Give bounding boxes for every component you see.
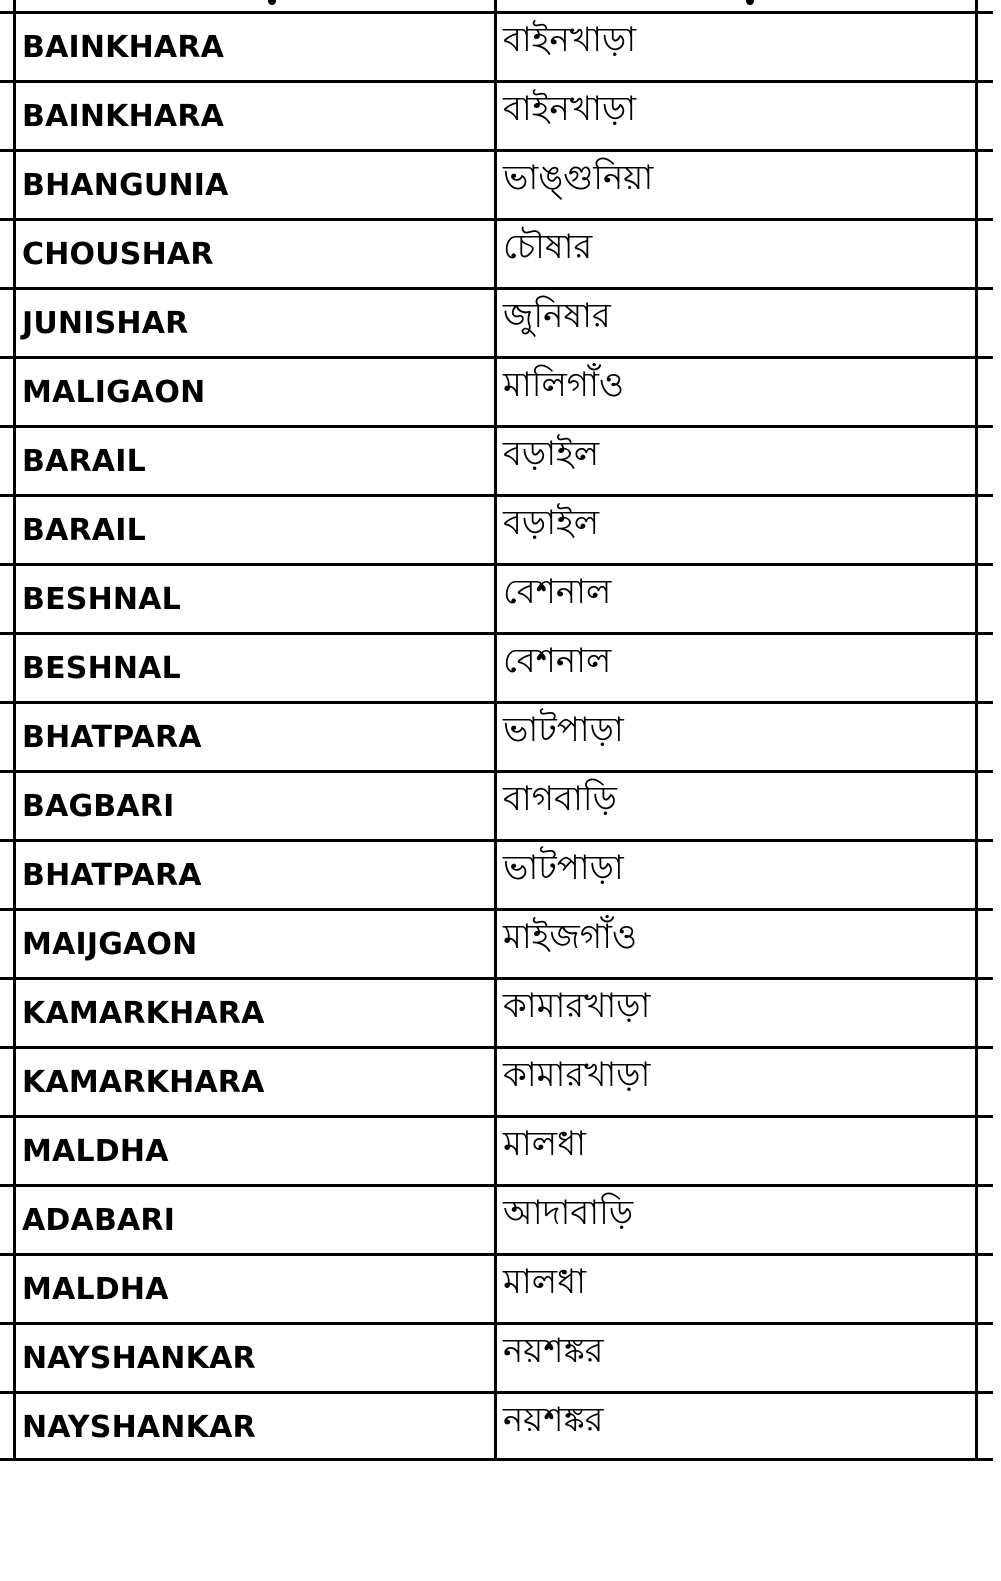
bengali-name-cell: বড়াইল xyxy=(503,503,600,543)
bengali-name-cell: কামারখাড়া xyxy=(503,1055,651,1095)
table-row xyxy=(0,359,993,425)
english-name-cell: BARAIL xyxy=(22,444,146,479)
table-row xyxy=(0,980,993,1046)
table-row xyxy=(0,1049,993,1115)
bengali-name-cell: আদাবাড়ি xyxy=(503,1193,634,1233)
english-name-cell: MALDHA xyxy=(22,1134,169,1169)
header-remnant-left xyxy=(262,0,282,8)
table-row xyxy=(0,566,993,632)
english-name-cell: KAMARKHARA xyxy=(22,996,265,1031)
bengali-name-cell: ভাটপাড়া xyxy=(503,710,624,750)
english-name-cell: KAMARKHARA xyxy=(22,1065,265,1100)
table-row xyxy=(0,1256,993,1322)
english-name-cell: CHOUSHAR xyxy=(22,237,214,272)
bengali-name-cell: বেশনাল xyxy=(503,572,612,612)
bengali-name-cell: নয়শঙ্কর xyxy=(503,1331,604,1371)
english-name-cell: BAINKHARA xyxy=(22,99,225,134)
english-name-cell: NAYSHANKAR xyxy=(22,1341,256,1376)
english-name-cell: MAIJGAON xyxy=(22,927,198,962)
bengali-name-cell: মালধা xyxy=(503,1124,586,1164)
english-name-cell: MALDHA xyxy=(22,1272,169,1307)
english-name-cell: BARAIL xyxy=(22,513,146,548)
table-row xyxy=(0,1118,993,1184)
english-name-cell: MALIGAON xyxy=(22,375,206,410)
table-row xyxy=(0,911,993,977)
bengali-name-cell: বাগবাড়ি xyxy=(503,779,617,819)
table-row xyxy=(0,428,993,494)
bengali-name-cell: নয়শঙ্কর xyxy=(503,1400,604,1440)
table-row xyxy=(0,842,993,908)
bengali-name-cell: মালধা xyxy=(503,1262,586,1302)
table-row xyxy=(0,290,993,356)
bengali-name-cell: মাইজগাঁও xyxy=(503,917,638,957)
table-row xyxy=(0,152,993,218)
table-row xyxy=(0,1394,993,1460)
bengali-name-cell: বড়াইল xyxy=(503,434,600,474)
bengali-name-cell: জুনিষার xyxy=(503,296,611,336)
english-name-cell: BHATPARA xyxy=(22,720,202,755)
table-row xyxy=(0,1187,993,1253)
table-row xyxy=(0,221,993,287)
english-name-cell: NAYSHANKAR xyxy=(22,1410,256,1445)
bengali-name-cell: বেশনাল xyxy=(503,641,612,681)
bengali-name-cell: মালিগাঁও xyxy=(503,365,624,405)
english-name-cell: ADABARI xyxy=(22,1203,176,1238)
table-row xyxy=(0,704,993,770)
english-name-cell: BHANGUNIA xyxy=(22,168,229,203)
bengali-name-cell: ভাঙ্গুনিয়া xyxy=(503,158,654,198)
table-row xyxy=(0,773,993,839)
table-row xyxy=(0,1325,993,1391)
english-name-cell: BAINKHARA xyxy=(22,30,225,65)
bengali-name-cell: কামারখাড়া xyxy=(503,986,651,1026)
table-row xyxy=(0,83,993,149)
english-name-cell: BHATPARA xyxy=(22,858,202,893)
english-name-cell: JUNISHAR xyxy=(22,306,189,341)
bengali-name-cell: ভাটপাড়া xyxy=(503,848,624,888)
bengali-name-cell: চৌষার xyxy=(503,227,593,267)
table-row xyxy=(0,14,993,80)
english-name-cell: BESHNAL xyxy=(22,582,181,617)
table-row xyxy=(0,497,993,563)
table-row xyxy=(0,635,993,701)
header-remnant-right xyxy=(740,0,760,8)
bengali-name-cell: বাইনখাড়া xyxy=(503,20,637,60)
bengali-name-cell: বাইনখাড়া xyxy=(503,89,637,129)
english-name-cell: BAGBARI xyxy=(22,789,175,824)
english-name-cell: BESHNAL xyxy=(22,651,181,686)
